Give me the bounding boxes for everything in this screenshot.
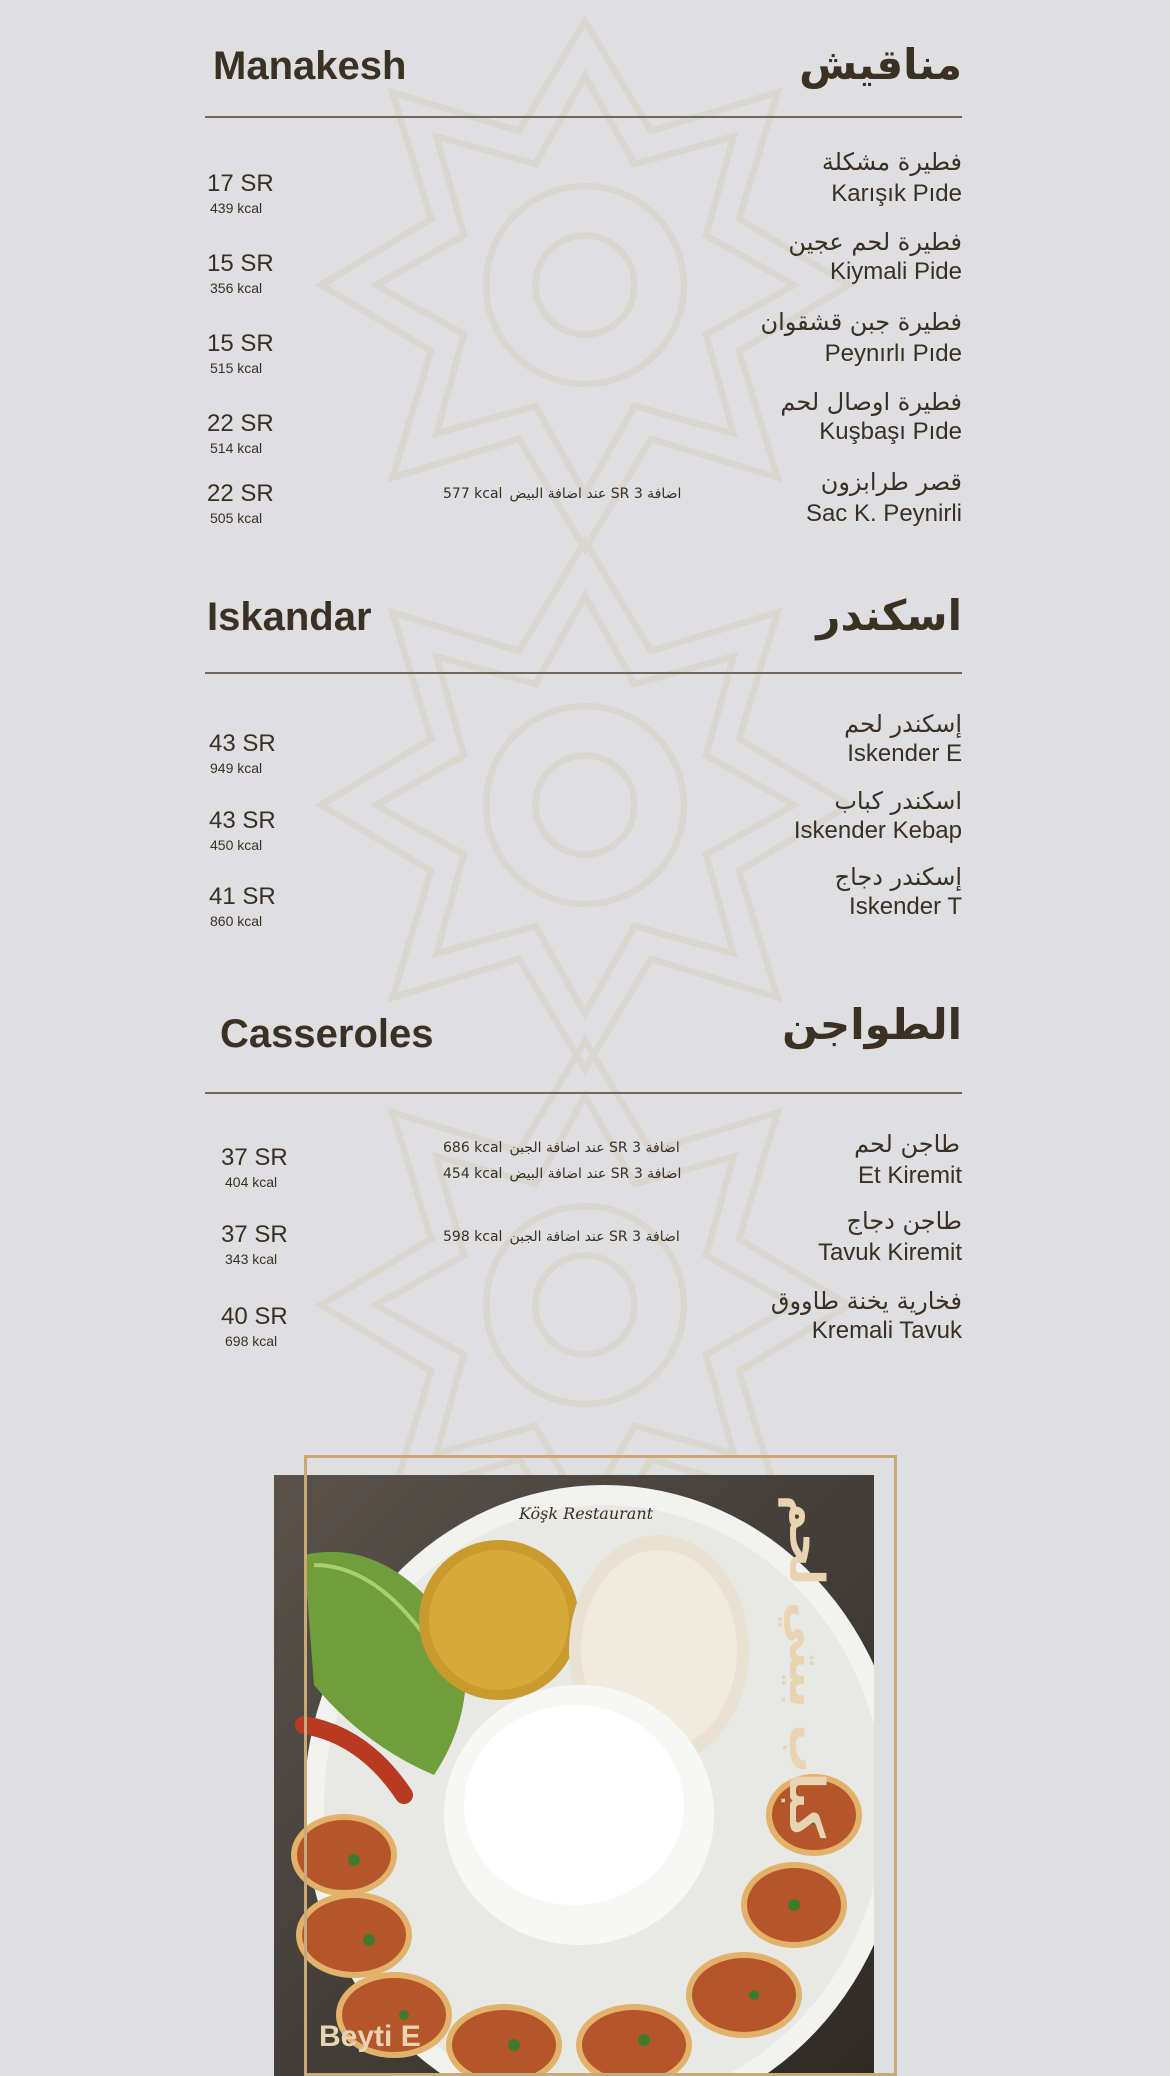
item-kcal: 439 kcal — [210, 200, 263, 216]
item-name-en: Kremali Tavuk — [811, 1317, 962, 1344]
item-name-en: Karışık Pıde — [831, 180, 962, 207]
extra-kcal: 577 kcal — [443, 486, 503, 502]
item-price: 43 SR — [209, 807, 276, 834]
menu-item — [205, 1130, 962, 1214]
menu-item — [205, 468, 962, 550]
item-name-ar: فطيرة لحم عجين — [788, 228, 962, 256]
item-name-ar: إسكندر دجاج — [834, 863, 962, 891]
menu-item — [205, 1287, 962, 1373]
item-kcal: 698 kcal — [225, 1333, 278, 1349]
item-name-ar: فطيرة اوصال لحم — [780, 388, 962, 416]
extra-kcal: 598 kcal — [443, 1229, 503, 1245]
item-price: 22 SR — [207, 410, 274, 437]
section-title-en: Manakesh — [213, 44, 407, 88]
item-name-ar: طاجن لحم — [854, 1130, 960, 1158]
item-name-en: Iskender T — [849, 893, 962, 920]
item-name-ar: فطيرة جبن قشقوان — [760, 308, 962, 336]
item-name-ar: فطيرة مشكلة — [821, 148, 962, 176]
extra-text: اضافة 3 SR عند اضافة البيض — [509, 486, 682, 502]
restaurant-logo-text: Köşk Restaurant — [519, 1504, 654, 1523]
item-name-en: Iskender E — [847, 740, 962, 767]
item-name-ar: إسكندر لحم — [844, 710, 962, 738]
item-name-ar: قصر طرابزون — [820, 468, 962, 496]
item-price: 37 SR — [221, 1221, 288, 1248]
section-title-en: Casseroles — [220, 1012, 434, 1056]
item-name-en: Kuşbaşı Pıde — [819, 418, 962, 445]
extra-kcal: 454 kcal — [443, 1166, 503, 1182]
star-pattern-decoration — [310, 530, 860, 1080]
item-kcal: 514 kcal — [210, 440, 263, 456]
item-name-en: Tavuk Kiremit — [817, 1239, 962, 1266]
section-title-en: Iskandar — [207, 595, 372, 639]
item-name-ar: فخارية يخنة طاووق — [770, 1287, 962, 1315]
extra-text: اضافة 3 SR عند اضافة الجبن — [509, 1140, 680, 1156]
section-title-ar: اسكندر — [816, 591, 962, 640]
dish-photo-card — [274, 1455, 899, 2076]
menu-item — [205, 863, 962, 953]
item-kcal: 404 kcal — [225, 1174, 278, 1190]
item-price: 17 SR — [207, 170, 274, 197]
section-divider — [205, 672, 962, 674]
item-name-en: Et Kiremit — [857, 1162, 962, 1189]
section-divider — [205, 116, 962, 118]
item-price: 40 SR — [221, 1303, 288, 1330]
photo-frame — [304, 1455, 897, 2076]
dish-label-ar: كباب بيتي لحم — [778, 1495, 834, 1839]
item-name-ar: طاجن دجاج — [846, 1207, 962, 1235]
section-title-ar: الطواجن — [782, 1000, 962, 1049]
item-price: 41 SR — [209, 883, 276, 910]
item-extra-option — [443, 1140, 680, 1156]
item-kcal: 356 kcal — [210, 280, 263, 296]
item-price: 22 SR — [207, 480, 274, 507]
item-name-en: Kiymali Pide — [829, 258, 962, 285]
item-kcal: 860 kcal — [210, 913, 263, 929]
item-kcal: 343 kcal — [225, 1251, 278, 1267]
item-kcal: 505 kcal — [210, 510, 263, 526]
item-price: 43 SR — [209, 730, 276, 757]
extra-text: اضافة 3 SR عند اضافة البيض — [509, 1166, 682, 1182]
item-name-en: Sac K. Peynirli — [805, 500, 962, 527]
item-name-en: Peynırlı Pıde — [824, 340, 962, 367]
section-title-ar: مناقيش — [799, 40, 962, 89]
item-name-en: Iskender Kebap — [793, 817, 962, 844]
dish-label-en: Beyti E — [319, 2020, 421, 2053]
item-kcal: 949 kcal — [210, 760, 263, 776]
extra-text: اضافة 3 SR عند اضافة الجبن — [509, 1229, 680, 1245]
item-price: 15 SR — [207, 250, 274, 277]
menu-item — [205, 1207, 962, 1291]
item-extra-option — [443, 1229, 680, 1245]
item-kcal: 515 kcal — [210, 360, 263, 376]
item-price: 37 SR — [221, 1144, 288, 1171]
item-kcal: 450 kcal — [210, 837, 263, 853]
extra-kcal: 686 kcal — [443, 1140, 503, 1156]
item-extra-option — [443, 486, 681, 502]
section-divider — [205, 1092, 962, 1094]
item-name-ar: اسكندر كباب — [834, 787, 962, 815]
item-extra-option — [443, 1166, 681, 1182]
item-price: 15 SR — [207, 330, 274, 357]
